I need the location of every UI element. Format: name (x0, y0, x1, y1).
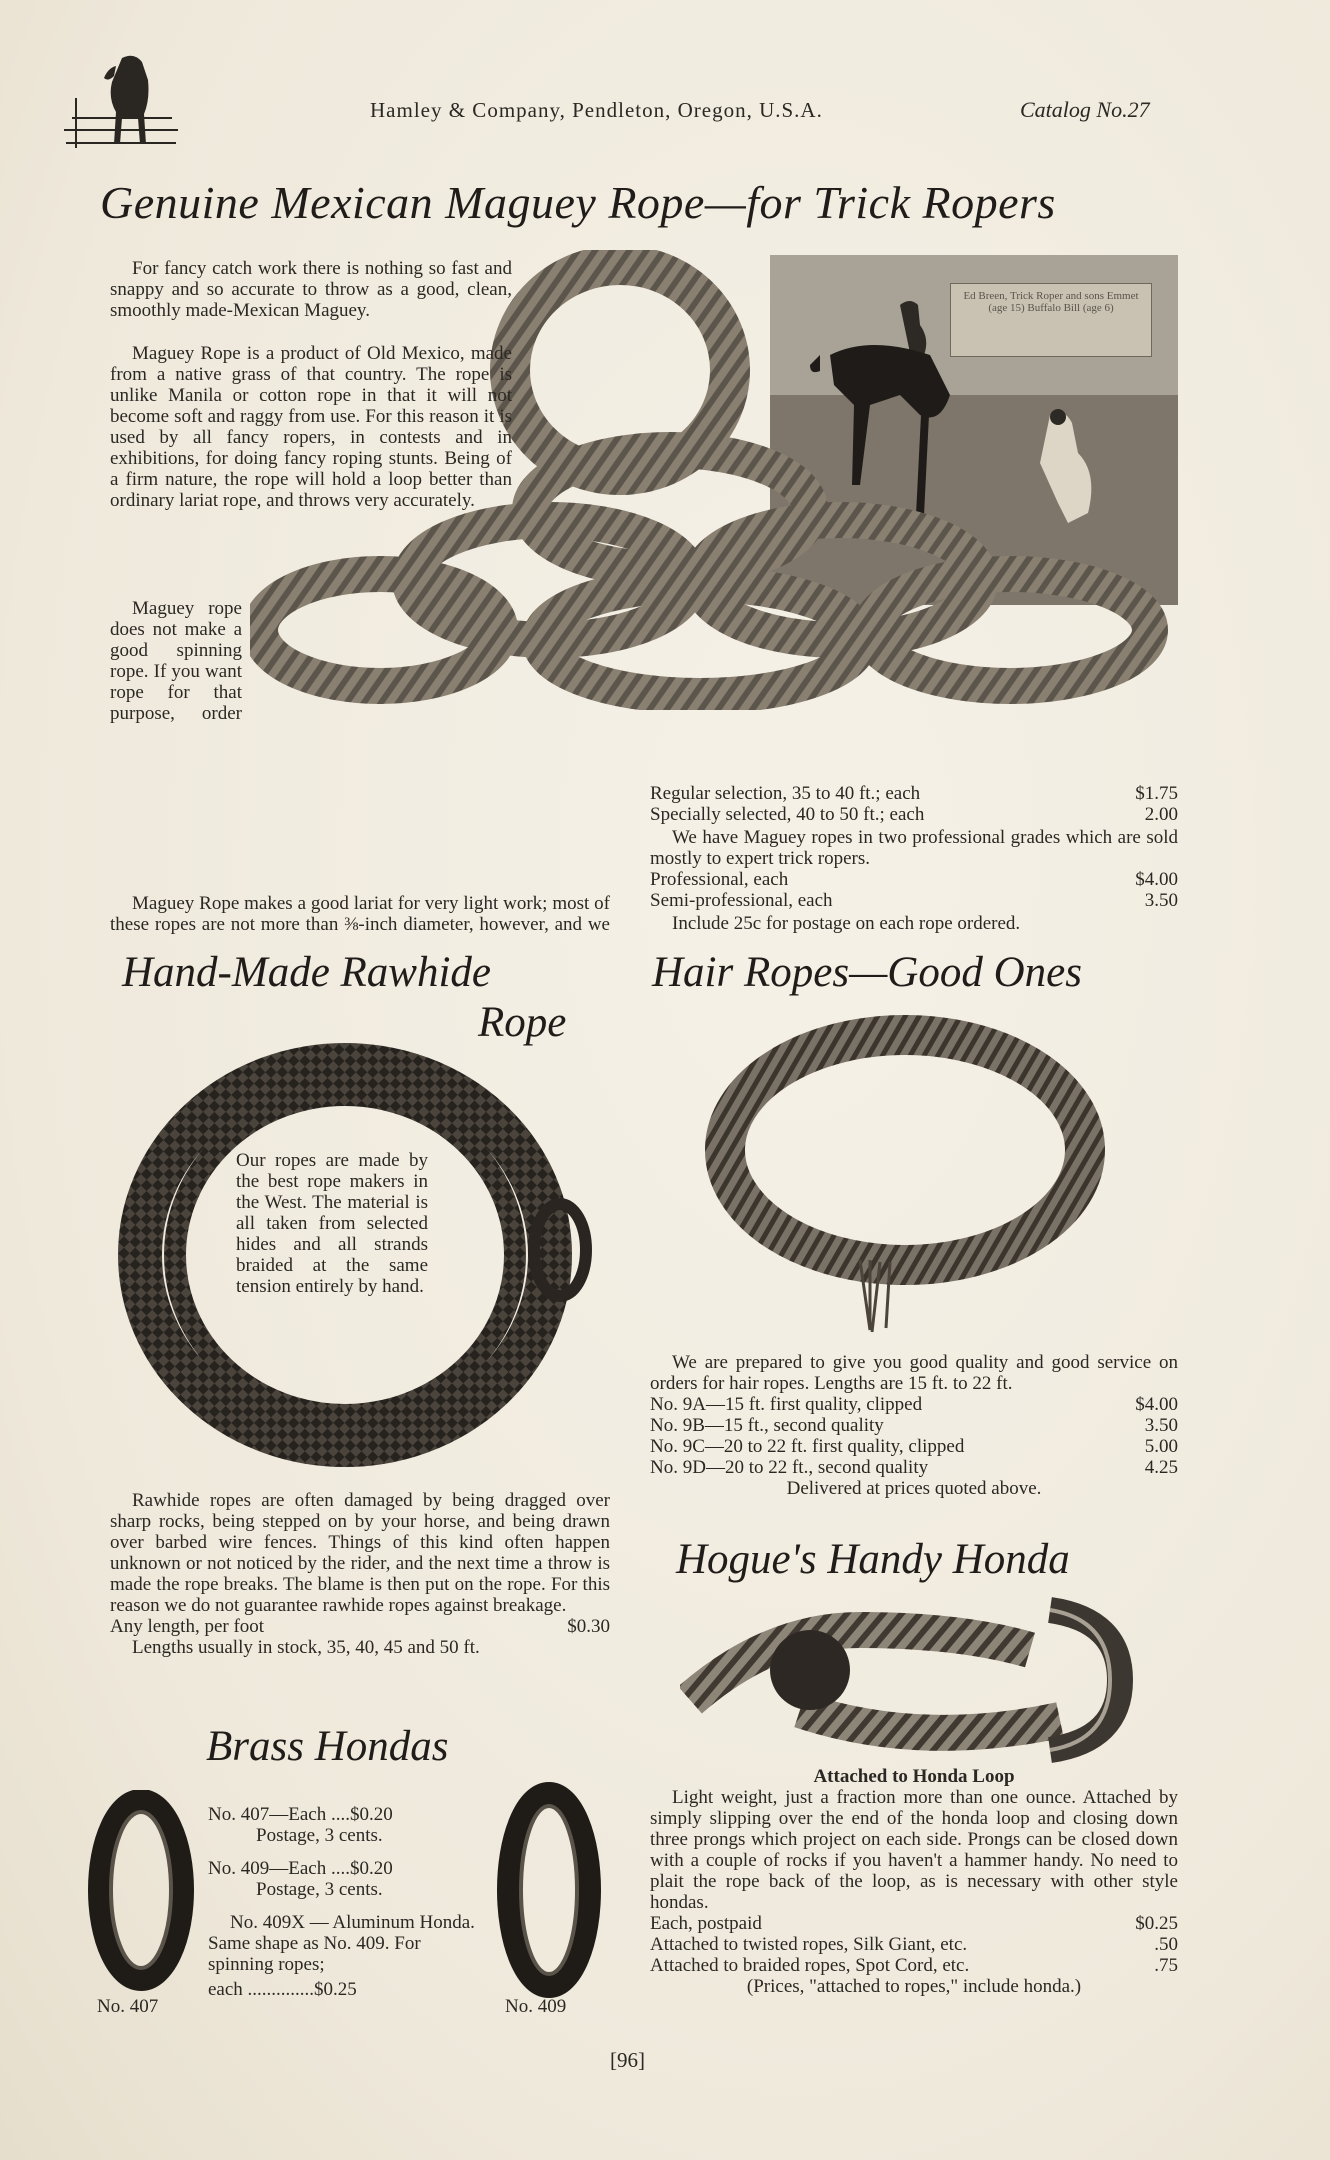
brass-item-409-postage: Postage, 3 cents. (256, 1879, 383, 1900)
hogue-title: Hogue's Handy Honda (676, 1536, 1070, 1583)
rawhide-title-line1: Hand-Made Rawhide (122, 949, 492, 996)
hogue-caption: Attached to Honda Loop (813, 1766, 1015, 1787)
label-407: No. 407 (97, 1996, 159, 2017)
hogue-item-each: Each, postpaid $0.25 (650, 1913, 1178, 1934)
honda-loop-image (680, 1590, 1150, 1765)
hair-delivered: Delivered at prices quoted above. (786, 1478, 1042, 1499)
maguey-price-row-1: Regular selection, 35 to 40 ft.; each $1.75 (650, 783, 1178, 804)
maguey-price-row-2: Specially selected, 40 to 50 ft.; each 2.00 (650, 804, 1178, 825)
page-number: [96] (610, 2048, 645, 2072)
maguey-para1: For fancy catch work there is nothing so fast and snappy and so accurate to throw as a good, clean, smoothly made-Mexican Maguey. (110, 258, 512, 321)
hair-item-9c: No. 9C—20 to 22 ft. first quality, clipped 5.00 (650, 1436, 1178, 1457)
hair-item-9a: No. 9A—15 ft. first quality, clipped $4.00 (650, 1394, 1178, 1415)
hair-title: Hair Ropes—Good Ones (652, 949, 1082, 996)
brass-honda-409-image (494, 1780, 604, 2000)
hogue-note: (Prices, "attached to ropes," include honda.) (746, 1976, 1082, 1997)
maguey-para3-rest (110, 725, 610, 893)
company-header: Hamley & Company, Pendleton, Oregon, U.S.A. (370, 98, 823, 122)
hair-body-block (650, 1352, 1178, 1499)
maguey-para3: Maguey rope does not make a good spinning rope. If you want rope for that purpose, order (110, 598, 242, 724)
maguey-para4: Maguey Rope makes a good lariat for very light work; most of these ropes are not more than ⅜-inch diameter, however, and we (110, 893, 610, 935)
maguey-postage: Include 25c for postage on each rope ordered. (672, 913, 1021, 934)
brass-items (208, 1804, 482, 2000)
horse-logo-icon (62, 48, 180, 158)
rawhide-body-block (110, 1490, 610, 1658)
hair-rope-image (690, 1000, 1120, 1340)
rawhide-lengths: Lengths usually in stock, 35, 40, 45 and 50 ft. (132, 1637, 480, 1658)
maguey-para2: Maguey Rope is a product of Old Mexico, made from a native grass of that country. The rope is unlike Manila or cotton rope in that it will not become soft and raggy from use. For this reason it is used by all fancy ropers, in contests and in exhibitions, for doing fancy roping stunts. Being of a firm nature, the rope will hold a loop better than ordinary lariat rope, and throws very accurately. (110, 343, 512, 511)
brass-item-407-postage: Postage, 3 cents. (256, 1825, 383, 1846)
maguey-title: Genuine Mexican Maguey Rope—for Trick Ropers (100, 177, 1056, 228)
hogue-body: Light weight, just a fraction more than one ounce. Attached by simply slipping over the end of the honda loop and closing down three prongs which project on each side. Prongs can be closed down with a couple of rocks if you haven't a hammer handy. No need to plait the rope back of the loop, as is necessary with other style hondas. (650, 1787, 1178, 1913)
brass-honda-407-image (86, 1790, 196, 2000)
maguey-para3-narrow (110, 598, 242, 724)
brass-item-409x: No. 409X — Aluminum Honda. Same shape as No. 409. For spinning ropes; (208, 1912, 475, 1975)
brass-item-409x-each: each ..............$0.25 (208, 1979, 357, 2000)
hogue-body-block (650, 1766, 1178, 1997)
maguey-para5: We have Maguey ropes in two professional grades which are sold mostly to expert trick ropers. (650, 827, 1178, 869)
brass-title: Brass Hondas (206, 1723, 449, 1770)
maguey-para2-block (110, 343, 512, 595)
maguey-price-row-4: Semi-professional, each 3.50 (650, 890, 1178, 911)
rawhide-price-row: Any length, per foot $0.30 (110, 1616, 610, 1637)
hogue-item-twisted: Attached to twisted ropes, Silk Giant, etc. .50 (650, 1934, 1178, 1955)
maguey-price-row-3: Professional, each $4.00 (650, 869, 1178, 890)
brass-item-407: No. 407—Each ....$0.20 (208, 1804, 393, 1825)
catalog-number: Catalog No.27 (1020, 97, 1150, 122)
photo-caption: Ed Breen, Trick Roper and sons Emmet (age 15) Buffalo Bill (age 6) (963, 290, 1139, 314)
hair-item-9d: No. 9D—20 to 22 ft., second quality 4.25 (650, 1457, 1178, 1478)
maguey-para4-block (110, 893, 610, 935)
hair-body: We are prepared to give you good quality and good service on orders for hair ropes. Lengths are 15 ft. to 22 ft. (650, 1352, 1178, 1394)
label-409: No. 409 (505, 1996, 567, 2017)
hair-item-9b: No. 9B—15 ft., second quality 3.50 (650, 1415, 1178, 1436)
hogue-item-braided: Attached to braided ropes, Spot Cord, etc. .75 (650, 1955, 1178, 1976)
rawhide-body: Rawhide ropes are often damaged by being dragged over sharp rocks, being stepped on by your horse, and being drawn over barbed wire fences. Things of this kind often happen unknown or not noticed by the rider, and the next time a throw is made the rope breaks. The blame is then put on the rope. For this reason we do not guarantee rawhide ropes against breakage. (110, 1490, 610, 1616)
rawhide-inset: Our ropes are made by the best rope makers in the West. The material is all taken from selected hides and all strands braided at the same tension entirely by hand. (236, 1150, 428, 1297)
brass-item-409: No. 409—Each ....$0.20 (208, 1858, 393, 1879)
maguey-para3-cont (110, 725, 610, 893)
rawhide-title-line2: Rope (478, 999, 567, 1046)
maguey-prices (650, 783, 1178, 934)
